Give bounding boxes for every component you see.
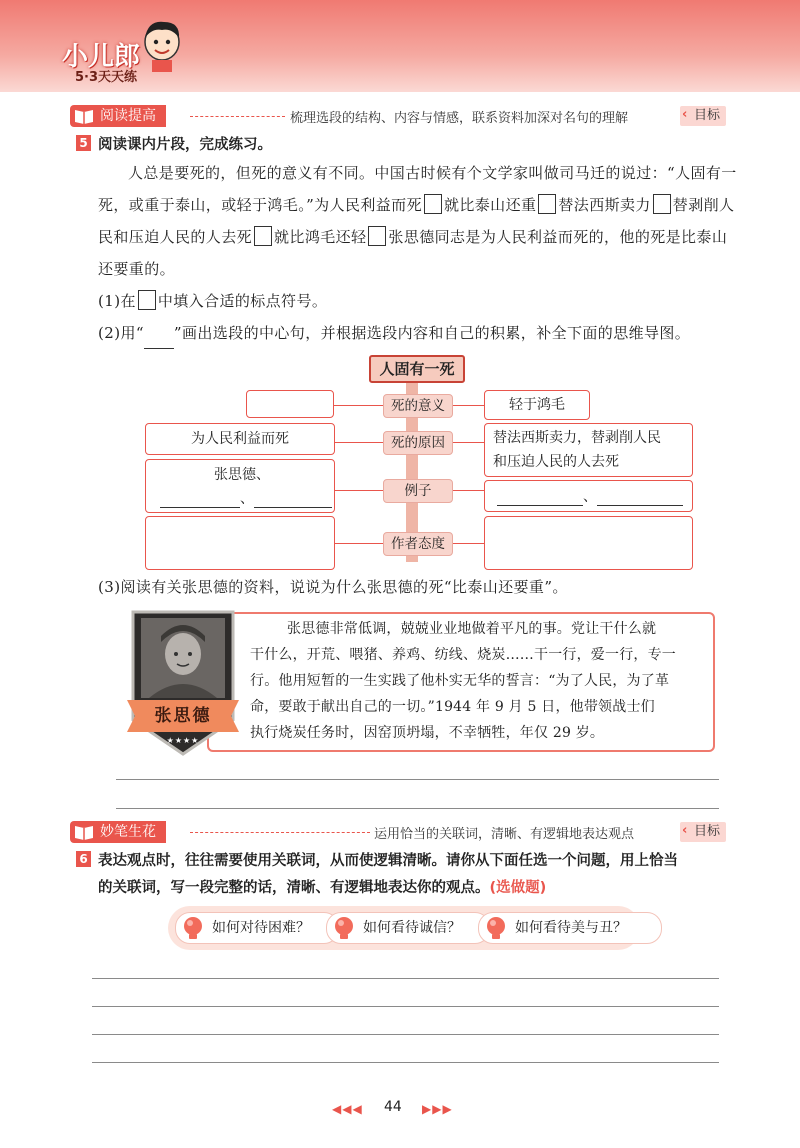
mindmap-box-meaning-right: 轻于鸿毛	[484, 390, 590, 420]
passage-text: 替剥削人	[672, 196, 735, 214]
section-tag-reading	[70, 105, 166, 127]
reason-line: 替法西斯卖力，替剥削人民	[493, 430, 661, 446]
section-goal-description: 梳理选段的结构、内容与情感，联系资料加深对名句的理解	[290, 111, 629, 126]
question-number: 6	[76, 851, 91, 867]
blank-line[interactable]	[497, 491, 583, 506]
mindmap-connector	[333, 405, 383, 406]
mindmap-box-reason-right	[484, 423, 693, 477]
brand-subtitle: 5·3天天练	[75, 70, 138, 85]
sub-question-text: (2)用“	[98, 324, 144, 342]
punctuation-blank[interactable]	[368, 226, 386, 246]
portrait-badge	[127, 608, 239, 756]
example-blanks	[497, 486, 683, 506]
passage-text: 就比鸿毛还轻	[274, 228, 367, 246]
mindmap-connector	[333, 442, 383, 443]
answer-box-meaning-left[interactable]	[246, 390, 334, 418]
example-blanks	[160, 488, 332, 508]
mindmap-connector	[333, 490, 383, 491]
section-tag-label: 阅读提高	[100, 108, 156, 124]
punctuation-blank[interactable]	[653, 194, 671, 214]
blank-box-sample	[138, 290, 156, 310]
info-line: 执行烧炭任务时，因窑顶坍塌，不幸牺牲，年仅 29 岁。	[250, 725, 605, 741]
passage-text: 张思德同志是为人民利益而死的，他的死是比泰山	[388, 228, 728, 246]
section-tag-label: 妙笔生花	[100, 824, 156, 840]
punctuation-blank[interactable]	[254, 226, 272, 246]
portrait-name-banner: 张思德	[154, 706, 212, 726]
mindmap-node-example: 例子	[383, 479, 453, 503]
answer-box-example-right[interactable]	[484, 480, 693, 512]
topic-option[interactable]	[175, 912, 339, 944]
passage-text: 还要重的。	[98, 260, 176, 278]
answer-box-attitude-left[interactable]	[145, 516, 335, 570]
topic-label: 如何看待诚信？	[363, 920, 461, 936]
blank-line[interactable]	[254, 493, 332, 508]
passage-text: 人总是要死的，但死的意义有不同。中国古时候有个文学家叫做司马迁的说过：“人固有一	[128, 164, 737, 182]
answer-line[interactable]	[92, 978, 719, 979]
reason-line: 和压迫人民的人去死	[493, 454, 619, 470]
topic-option[interactable]	[478, 912, 662, 944]
goal-tag: ‹ 目标	[680, 822, 726, 842]
answer-line[interactable]	[92, 1062, 719, 1063]
question-number: 5	[76, 135, 91, 151]
sub-question-1	[98, 285, 327, 317]
sub-question-3: (3)阅读有关张思德的资料，说说为什么张思德的死“比泰山还要重”。	[98, 578, 568, 596]
topic-label: 如何对待困难？	[212, 920, 310, 936]
lightbulb-icon	[485, 916, 507, 940]
mindmap-node-attitude: 作者态度	[383, 532, 453, 556]
section-divider	[190, 116, 285, 117]
topic-label: 如何看待美与丑？	[515, 920, 627, 936]
mindmap-connector	[450, 490, 484, 491]
mascot-icon	[138, 16, 186, 72]
book-icon	[74, 824, 94, 840]
question-title: 表达观点时，往往需要使用关联词，从而使逻辑清晰。请你从下面任选一个问题，用上恰当	[98, 853, 678, 869]
section-divider	[190, 832, 370, 833]
question-text: 的关联词，写一段完整的话，清晰、有逻辑地表达你的观点。	[98, 880, 490, 896]
page-number: 44	[384, 1099, 402, 1115]
mindmap-connector	[450, 405, 484, 406]
mindmap-node-reason: 死的原因	[383, 431, 453, 455]
passage-line	[98, 253, 175, 285]
star-row-icon: ★★★★	[166, 736, 200, 745]
answer-line[interactable]	[92, 1034, 719, 1035]
right-arrows-icon: ▶▶▶	[422, 1102, 453, 1116]
question-title: 阅读课内片段，完成练习。	[98, 137, 272, 153]
sub-question-text: ”画出选段的中心句，并根据选段内容和自己的积累，补全下面的思维导图。	[173, 324, 691, 342]
blank-line[interactable]	[160, 493, 240, 508]
mindmap-node-meaning: 死的意义	[383, 394, 453, 418]
info-line: 张思德非常低调，兢兢业业地做着平凡的事。党让干什么就	[287, 621, 657, 637]
info-line: 命，要敢于献出自己的一切。”1944 年 9 月 5 日，他带领战士们	[250, 699, 655, 715]
underline-sample	[144, 334, 174, 349]
section-goal-description: 运用恰当的关联词，清晰、有逻辑地表达观点	[374, 827, 635, 842]
example-text: 张思德、	[214, 467, 270, 483]
blank-line[interactable]	[597, 491, 683, 506]
passage-text: 就比泰山还重	[443, 196, 537, 214]
mindmap-connector	[333, 543, 383, 544]
brand-logo: 小儿郎	[62, 42, 141, 72]
sub-question-text: (1)在	[98, 292, 136, 310]
mindmap-box-reason-left: 为人民利益而死	[145, 423, 335, 455]
passage-text: 死，或重于泰山，或轻于鸿毛。”为人民利益而死	[98, 196, 422, 214]
mindmap-connector	[450, 543, 484, 544]
sub-question-2	[98, 317, 690, 349]
info-line: 行。他用短暂的一生实践了他朴实无华的誓言：“为了人民，为了革	[250, 673, 670, 689]
answer-box-attitude-right[interactable]	[484, 516, 693, 570]
passage-text: 替法西斯卖力	[558, 196, 651, 214]
sub-question-text: 中填入合适的标点符号。	[157, 292, 328, 310]
punctuation-blank[interactable]	[424, 194, 442, 214]
left-arrows-icon: ◀◀◀	[332, 1102, 363, 1116]
topic-option[interactable]	[326, 912, 490, 944]
goal-tag: ‹ 目标	[680, 106, 726, 126]
answer-box-example-left[interactable]	[145, 459, 335, 513]
lightbulb-icon	[333, 916, 355, 940]
info-line: 干什么，开荒、喂猪、养鸡、纺线、烧炭……干一行，爱一行，专一	[250, 647, 676, 663]
answer-line[interactable]	[116, 808, 719, 809]
lightbulb-icon	[182, 916, 204, 940]
answer-line[interactable]	[92, 1006, 719, 1007]
optional-tag: (选做题)	[489, 880, 547, 896]
mindmap-connector	[450, 442, 484, 443]
answer-line[interactable]	[116, 779, 719, 780]
section-tag-writing	[70, 821, 166, 843]
book-icon	[74, 108, 94, 124]
mindmap-root: 人固有一死	[369, 355, 465, 383]
passage-line	[128, 157, 737, 189]
passage-line	[98, 221, 727, 253]
punctuation-blank[interactable]	[538, 194, 556, 214]
separator: 、	[583, 489, 597, 505]
question-title-line2	[98, 876, 546, 897]
separator: 、	[240, 491, 254, 507]
passage-text: 民和压迫人民的人去死	[98, 228, 253, 246]
passage-line	[98, 189, 734, 221]
